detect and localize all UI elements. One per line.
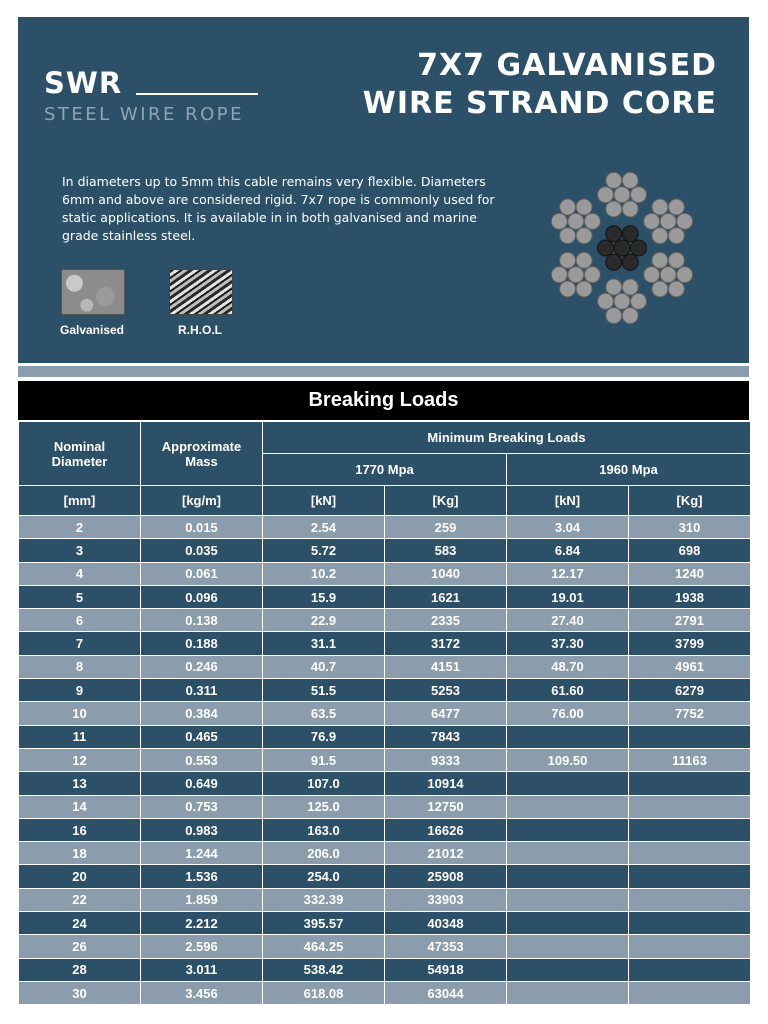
table-cell: 48.70 bbox=[507, 655, 629, 678]
brand-underline bbox=[136, 93, 258, 95]
table-cell bbox=[629, 912, 751, 935]
table-row bbox=[19, 702, 751, 725]
table-cell: 0.096 bbox=[141, 585, 263, 608]
finish-label-rhol: R.H.O.L bbox=[178, 323, 222, 337]
table-row bbox=[19, 679, 751, 702]
table-row bbox=[19, 655, 751, 678]
table-row bbox=[19, 912, 751, 935]
table-cell bbox=[629, 888, 751, 911]
table-body bbox=[19, 516, 751, 1005]
table-cell: 27.40 bbox=[507, 609, 629, 632]
title-line-2: WIRE STRAND CORE bbox=[362, 86, 717, 121]
table-row bbox=[19, 748, 751, 771]
table-cell: 5.72 bbox=[263, 539, 385, 562]
table-cell: 33903 bbox=[385, 888, 507, 911]
table-cell: 22.9 bbox=[263, 609, 385, 632]
table-cell: 40.7 bbox=[263, 655, 385, 678]
table-cell: 6279 bbox=[629, 679, 751, 702]
table-cell bbox=[629, 725, 751, 748]
table-cell bbox=[507, 865, 629, 888]
table-cell: 310 bbox=[629, 516, 751, 539]
table-cell: 0.061 bbox=[141, 562, 263, 585]
table-cell: 11 bbox=[19, 725, 141, 748]
table-cell: 395.57 bbox=[263, 912, 385, 935]
table-cell: 13 bbox=[19, 772, 141, 795]
table-cell: 538.42 bbox=[263, 958, 385, 981]
title-line-1: 7X7 GALVANISED bbox=[417, 48, 717, 83]
table-cell: 7843 bbox=[385, 725, 507, 748]
table-cell: 3799 bbox=[629, 632, 751, 655]
table-cell: 11163 bbox=[629, 748, 751, 771]
table-cell: 7752 bbox=[629, 702, 751, 725]
table-cell: 1621 bbox=[385, 585, 507, 608]
table-cell: 4151 bbox=[385, 655, 507, 678]
brand-logo bbox=[44, 66, 245, 125]
table-cell: 0.553 bbox=[141, 748, 263, 771]
table-cell bbox=[507, 981, 629, 1004]
table-cell: 6 bbox=[19, 609, 141, 632]
table-cell: 16 bbox=[19, 818, 141, 841]
table-cell bbox=[629, 818, 751, 841]
table-cell bbox=[629, 795, 751, 818]
table-cell: 0.649 bbox=[141, 772, 263, 795]
divider-strip bbox=[18, 366, 749, 377]
table-cell: 5 bbox=[19, 585, 141, 608]
table-cell bbox=[507, 772, 629, 795]
table-cell: 10.2 bbox=[263, 562, 385, 585]
table-cell: 2.212 bbox=[141, 912, 263, 935]
table-cell: 3 bbox=[19, 539, 141, 562]
table-cell bbox=[629, 958, 751, 981]
table-cell bbox=[629, 981, 751, 1004]
table-cell: 206.0 bbox=[263, 842, 385, 865]
table-cell: 618.08 bbox=[263, 981, 385, 1004]
table-cell: 12750 bbox=[385, 795, 507, 818]
table-row bbox=[19, 981, 751, 1004]
table-cell: 259 bbox=[385, 516, 507, 539]
table-cell: 12 bbox=[19, 748, 141, 771]
table-cell: 26 bbox=[19, 935, 141, 958]
table-cell: 6.84 bbox=[507, 539, 629, 562]
table-cell: 24 bbox=[19, 912, 141, 935]
table-cell: 0.983 bbox=[141, 818, 263, 841]
galvanised-texture-icon bbox=[61, 269, 125, 315]
table-cell: 37.30 bbox=[507, 632, 629, 655]
header-grade-1960: 1960 Mpa bbox=[507, 454, 751, 486]
table-row bbox=[19, 632, 751, 655]
table-cell: 2791 bbox=[629, 609, 751, 632]
table-cell: 76.00 bbox=[507, 702, 629, 725]
table-cell: 1938 bbox=[629, 585, 751, 608]
table-cell: 107.0 bbox=[263, 772, 385, 795]
table-cell: 54918 bbox=[385, 958, 507, 981]
finish-label-galvanised: Galvanised bbox=[59, 323, 125, 337]
table-cell bbox=[629, 865, 751, 888]
table-cell: 10914 bbox=[385, 772, 507, 795]
brand-subtitle: STEEL WIRE ROPE bbox=[44, 104, 245, 125]
table-cell: 698 bbox=[629, 539, 751, 562]
table-row bbox=[19, 562, 751, 585]
table-row bbox=[19, 609, 751, 632]
table-cell: 583 bbox=[385, 539, 507, 562]
table-cell: 1.244 bbox=[141, 842, 263, 865]
table-row bbox=[19, 516, 751, 539]
table-cell: 7 bbox=[19, 632, 141, 655]
table-cell: 63.5 bbox=[263, 702, 385, 725]
table-cell: 4961 bbox=[629, 655, 751, 678]
table-cell: 2.54 bbox=[263, 516, 385, 539]
table-cell: 125.0 bbox=[263, 795, 385, 818]
table-row bbox=[19, 888, 751, 911]
header-nominal-diameter: Nominal Diameter bbox=[19, 422, 141, 486]
table-cell: 0.138 bbox=[141, 609, 263, 632]
product-description: In diameters up to 5mm this cable remains very flexible. Diameters 6mm and above are considered rigid. 7x7 rope is commonly used for static applications. It is available in in both galvanised and marine grade stainless steel. bbox=[62, 174, 495, 243]
table-row bbox=[19, 585, 751, 608]
table-row bbox=[19, 865, 751, 888]
table-cell: 5253 bbox=[385, 679, 507, 702]
table-cell: 47353 bbox=[385, 935, 507, 958]
table-cell: 3.04 bbox=[507, 516, 629, 539]
unit-header: [kg/m] bbox=[141, 486, 263, 516]
table-title: Breaking Loads bbox=[18, 381, 749, 420]
table-cell bbox=[629, 842, 751, 865]
unit-header: [Kg] bbox=[629, 486, 751, 516]
table-cell: 254.0 bbox=[263, 865, 385, 888]
table-cell: 1240 bbox=[629, 562, 751, 585]
table-cell: 15.9 bbox=[263, 585, 385, 608]
header-grade-1770: 1770 Mpa bbox=[263, 454, 507, 486]
table-cell: 28 bbox=[19, 958, 141, 981]
brand-mark: SWR bbox=[44, 66, 123, 100]
table-cell: 9 bbox=[19, 679, 141, 702]
table-cell: 20 bbox=[19, 865, 141, 888]
table-cell bbox=[629, 935, 751, 958]
table-cell: 40348 bbox=[385, 912, 507, 935]
table-cell bbox=[507, 842, 629, 865]
table-cell: 109.50 bbox=[507, 748, 629, 771]
table-cell: 19.01 bbox=[507, 585, 629, 608]
table-cell: 2335 bbox=[385, 609, 507, 632]
table-row bbox=[19, 725, 751, 748]
table-cell: 18 bbox=[19, 842, 141, 865]
table-cell: 3172 bbox=[385, 632, 507, 655]
table-row bbox=[19, 818, 751, 841]
table-cell: 76.9 bbox=[263, 725, 385, 748]
unit-header: [Kg] bbox=[385, 486, 507, 516]
table-cell: 10 bbox=[19, 702, 141, 725]
table-cell: 0.311 bbox=[141, 679, 263, 702]
table-row bbox=[19, 958, 751, 981]
table-cell: 63044 bbox=[385, 981, 507, 1004]
table-cell: 3.011 bbox=[141, 958, 263, 981]
table-row bbox=[19, 935, 751, 958]
table-cell: 0.246 bbox=[141, 655, 263, 678]
table-cell: 51.5 bbox=[263, 679, 385, 702]
table-cell: 0.753 bbox=[141, 795, 263, 818]
table-cell: 0.384 bbox=[141, 702, 263, 725]
table-row bbox=[19, 772, 751, 795]
table-row bbox=[19, 795, 751, 818]
table-cell: 30 bbox=[19, 981, 141, 1004]
table-cell: 4 bbox=[19, 562, 141, 585]
table-cell: 1.536 bbox=[141, 865, 263, 888]
table-cell: 25908 bbox=[385, 865, 507, 888]
table-cell: 0.015 bbox=[141, 516, 263, 539]
table-cell: 1040 bbox=[385, 562, 507, 585]
table-cell: 16626 bbox=[385, 818, 507, 841]
table-cell: 8 bbox=[19, 655, 141, 678]
table-cell: 0.035 bbox=[141, 539, 263, 562]
table-cell: 2 bbox=[19, 516, 141, 539]
rhol-lay-texture-icon bbox=[169, 269, 233, 315]
table-cell: 14 bbox=[19, 795, 141, 818]
table-row bbox=[19, 539, 751, 562]
unit-header: [kN] bbox=[263, 486, 385, 516]
table-cell: 21012 bbox=[385, 842, 507, 865]
header-approximate-mass: Approximate Mass bbox=[141, 422, 263, 486]
header-minimum-breaking-loads: Minimum Breaking Loads bbox=[263, 422, 751, 454]
table-cell: 6477 bbox=[385, 702, 507, 725]
7x7-cross-section-icon bbox=[540, 163, 704, 333]
table-cell bbox=[507, 935, 629, 958]
table-cell bbox=[507, 725, 629, 748]
table-cell: 163.0 bbox=[263, 818, 385, 841]
unit-header: [kN] bbox=[507, 486, 629, 516]
table-cell: 2.596 bbox=[141, 935, 263, 958]
table-cell: 0.188 bbox=[141, 632, 263, 655]
page-title bbox=[363, 47, 717, 123]
table-cell: 61.60 bbox=[507, 679, 629, 702]
table-cell bbox=[507, 958, 629, 981]
table-cell bbox=[507, 818, 629, 841]
breaking-loads-table bbox=[18, 421, 751, 1005]
table-cell: 332.39 bbox=[263, 888, 385, 911]
table-cell: 1.859 bbox=[141, 888, 263, 911]
table-cell bbox=[507, 795, 629, 818]
table-cell: 91.5 bbox=[263, 748, 385, 771]
unit-header: [mm] bbox=[19, 486, 141, 516]
table-cell: 12.17 bbox=[507, 562, 629, 585]
table-cell: 464.25 bbox=[263, 935, 385, 958]
table-cell: 9333 bbox=[385, 748, 507, 771]
header-panel bbox=[18, 17, 749, 363]
table-cell: 3.456 bbox=[141, 981, 263, 1004]
units-row bbox=[19, 486, 751, 516]
table-cell bbox=[507, 888, 629, 911]
table-cell: 22 bbox=[19, 888, 141, 911]
table-row bbox=[19, 842, 751, 865]
table-cell: 31.1 bbox=[263, 632, 385, 655]
table-cell: 0.465 bbox=[141, 725, 263, 748]
table-cell bbox=[507, 912, 629, 935]
table-cell bbox=[629, 772, 751, 795]
